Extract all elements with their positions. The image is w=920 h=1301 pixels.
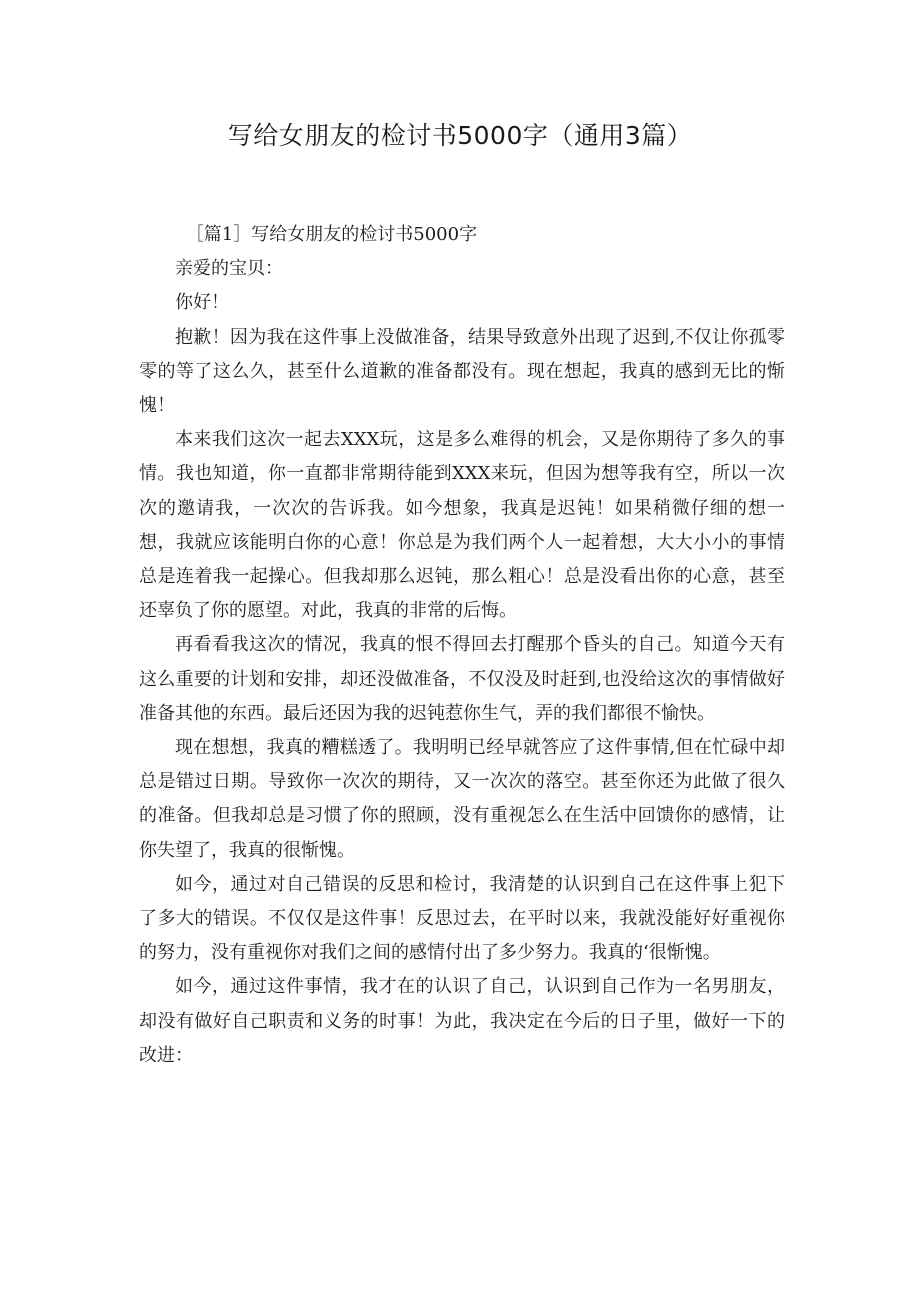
paragraph: 如今，通过这件事情，我才在的认识了自己，认识到自己作为一名男朋友，却没有做好自己职责和义务的时事！为此，我决定在今后的日子里，做好一下的改进： (139, 976, 785, 1066)
paragraph: 抱歉！因为我在这件事上没做准备，结果导致意外出现了迟到,不仅让你孤零零的等了这么久，甚至什么道歉的准备都没有。现在想起，我真的感到无比的惭愧！ (139, 326, 785, 417)
greeting: 你好！ (175, 292, 229, 314)
paragraph: 本来我们这次一起去XXX玩，这是多么难得的机会，又是你期待了多久的事情。我也知道，你一直都非常期待能到XXX来玩，但因为想等我有空，所以一次次的邀请我，一次次的告诉我。如今想象，我真是迟钝！如果稍微仔细的想一想，我就应该能明白你的心意！你总是为我们两个人一起着想，大大小小的事情总是连着我一起操心。但我却那么迟钝，那么粗心！总是没看出你的心意，甚至还辜负了你的愿望。对此，我真的非常的后悔。 (139, 429, 785, 622)
paragraph: 现在想想，我真的糟糕透了。我明明已经早就答应了这件事情,但在忙碌中却总是错过日期。导致你一次次的期待，又一次次的落空。甚至你还为此做了很久的准备。但我却总是习惯了你的照顾，没有重视怎么在生活中回馈你的感情，让你失望了，我真的很惭愧。 (139, 737, 785, 861)
document-title: 写给女朋友的检讨书5000字（通用3篇） (227, 121, 693, 150)
paragraph: 如今，通过对自己错误的反思和检讨，我清楚的认识到自己在这件事上犯下了多大的错误。不仅仅是这件事！反思过去，在平时以来，我就没能好好重视你的努力，没有重视你对我们之间的感情付出了多少努力。我真的‘很惭愧。 (139, 873, 785, 964)
salutation: 亲爱的宝贝： (175, 258, 283, 280)
section-heading: ［篇1］写给女朋友的检讨书5000字 (185, 224, 478, 245)
document-body (139, 218, 785, 1073)
paragraph: 再看看我这次的情况，我真的恨不得回去打醒那个昏头的自己。知道今天有这么重要的计划和安排，却还没做准备，不仅没及时赶到,也没给这次的事情做好准备其他的东西。最后还因为我的迟钝惹你生气，弄的我们都很不愉快。 (139, 634, 785, 724)
